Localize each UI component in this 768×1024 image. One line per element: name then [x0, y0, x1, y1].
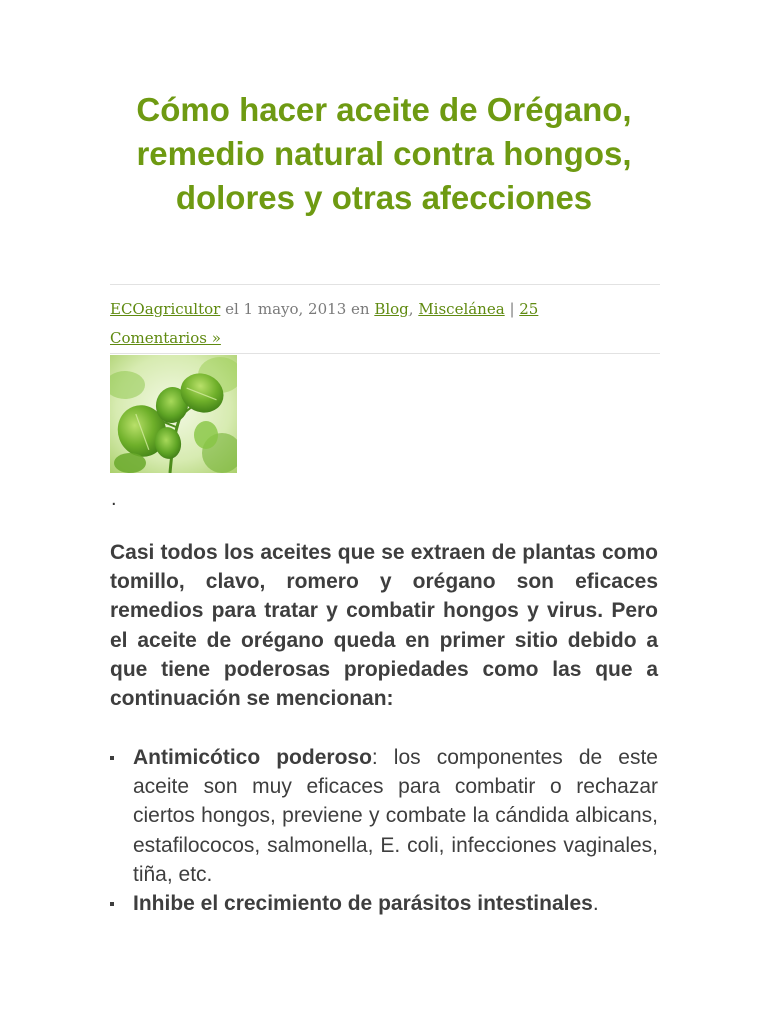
- separator-dot: .: [111, 488, 117, 510]
- category-separator: ,: [408, 300, 419, 318]
- bottom-divider: [110, 353, 660, 354]
- bullet-icon: [110, 756, 114, 760]
- list-item-heading: Inhibe el crecimiento de parásitos intestinales: [133, 892, 593, 916]
- author-link[interactable]: ECOagricultor: [110, 300, 221, 318]
- article-title: Cómo hacer aceite de Orégano, remedio natural contra hongos, dolores y otras afecciones: [136, 91, 632, 216]
- list-item: [110, 743, 658, 889]
- post-date: el 1 mayo, 2013 en: [220, 300, 375, 318]
- list-item-heading: Antimicótico poderoso: [133, 746, 372, 769]
- post-meta: [110, 295, 660, 353]
- list-item-text: .: [592, 892, 599, 916]
- bullet-icon: [110, 902, 114, 906]
- comments-count-link[interactable]: 25: [519, 300, 539, 318]
- list-item: [110, 889, 658, 918]
- oregano-leaves-photo: [110, 355, 237, 473]
- list-item-text: : los componentes de este aceite son muy eficaces para combatir o rechazar ciertos hongos, previene y combate la cándida albicans, estafilococos, salmonella, E. coli, infecciones vaginales, tiña, etc.: [133, 746, 658, 886]
- properties-list: [110, 743, 658, 918]
- top-divider: [110, 284, 660, 285]
- meta-pipe: |: [504, 300, 520, 318]
- comments-link[interactable]: Comentarios »: [110, 329, 221, 347]
- category-link-miscelanea[interactable]: Miscelánea: [418, 300, 505, 318]
- category-link-blog[interactable]: Blog: [374, 300, 409, 318]
- intro-paragraph: Casi todos los aceites que se extraen de plantas como tomillo, clavo, romero y orégano son eficaces remedios para tratar y combatir hongos y virus. Pero el aceite de orégano queda en primer sitio debido a que tiene poderosas propiedades como las que a continuación se mencionan:: [110, 541, 658, 711]
